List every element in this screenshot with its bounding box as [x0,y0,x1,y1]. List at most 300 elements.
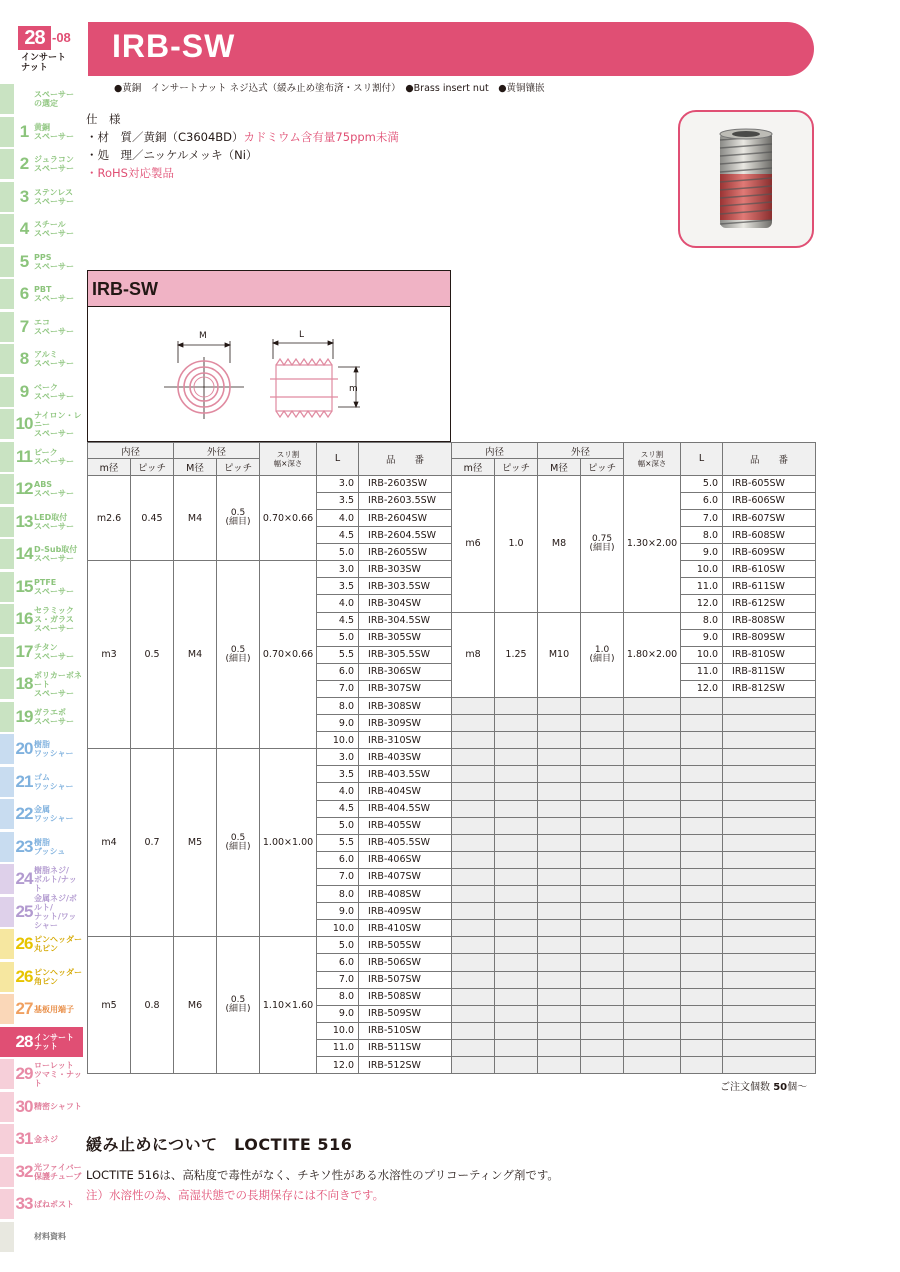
empty-cell [723,834,816,851]
order-qty: 50 [773,1082,788,1093]
empty-cell [581,817,624,834]
cell-M-diameter: M4 [174,475,217,560]
empty-cell [681,800,723,817]
cell-part-number: IRB-309SW [359,715,452,732]
tab-color-strip [0,442,14,472]
empty-cell [538,749,581,766]
tab-color-strip [0,312,14,342]
cell-part-number: IRB-303.5SW [359,578,452,595]
tab-number: 16 [15,609,33,628]
cell-part-number: IRB-407SW [359,868,452,885]
empty-cell [681,937,723,954]
cell-length: 9.0 [317,903,359,920]
sidebar-tab-17-17[interactable] [0,637,83,667]
loctite-body [86,1165,559,1205]
cell-length: 12.0 [317,1056,359,1073]
empty-cell [681,886,723,903]
cell-pitch: 1.0 [495,475,538,612]
header-pitch: ピッチ [131,459,174,475]
sidebar-tab-16-16[interactable] [0,604,83,634]
empty-cell [681,903,723,920]
cell-length: 11.0 [317,1039,359,1056]
sidebar-tab-25-25[interactable] [0,893,83,930]
cell-m-diameter: m8 [452,612,495,697]
cell-part-number: IRB-809SW [723,629,816,646]
empty-cell [624,851,681,868]
tab-label: チタン スペーサー [34,642,74,661]
empty-cell [624,749,681,766]
tab-number: 18 [15,674,33,693]
sidebar-tab-27-28[interactable] [0,994,83,1024]
cell-length: 5.0 [317,817,359,834]
cell-length: 4.5 [317,612,359,629]
tab-color-strip [0,572,14,602]
empty-cell [624,783,681,800]
table-row [88,475,452,492]
loctite-section [86,1132,559,1205]
header-part-number: 品 番 [359,443,452,476]
header-inner-diameter: 内径 [452,443,538,459]
table-row [88,937,452,954]
sidebar [0,0,83,1272]
empty-cell [624,1039,681,1056]
empty-cell [581,766,624,783]
cell-part-number: IRB-610SW [723,561,816,578]
cell-slot: 1.30×2.00 [624,475,681,612]
tab-number: 24 [15,869,33,888]
cell-length: 10.0 [317,732,359,749]
cell-part-number: IRB-810SW [723,646,816,663]
tab-number: 23 [15,836,33,856]
empty-cell [538,783,581,800]
sidebar-tab-33-34[interactable] [0,1189,83,1219]
empty-cell [495,988,538,1005]
empty-cell [723,715,816,732]
cell-part-number: IRB-2604.5SW [359,527,452,544]
cell-part-number: IRB-812SW [723,680,816,697]
empty-cell [495,886,538,903]
empty-cell [495,920,538,937]
tab-label: PTFE スペーサー [34,577,74,596]
cell-length: 3.0 [317,561,359,578]
sidebar-tab-14-14[interactable] [0,539,83,569]
title-bar [88,22,814,76]
cell-outer-pitch: 0.5 (細目) [217,937,260,1074]
cell-part-number: IRB-605SW [723,475,816,492]
tab-label: 光ファイバー 保護チューブ [34,1162,82,1181]
cell-length: 8.0 [681,612,723,629]
cell-length: 8.0 [317,988,359,1005]
empty-cell [452,920,495,937]
empty-cell [581,954,624,971]
cell-outer-pitch: 0.5 (細目) [217,749,260,937]
empty-cell [624,903,681,920]
tab-label: ゴム ワッシャー [34,772,74,791]
cell-part-number: IRB-510SW [359,1022,452,1039]
empty-cell [452,851,495,868]
cell-part-number: IRB-310SW [359,732,452,749]
cell-length: 5.0 [317,629,359,646]
empty-cell [495,1056,538,1073]
cell-part-number: IRB-409SW [359,903,452,920]
empty-cell [624,800,681,817]
cell-slot: 1.00×1.00 [260,749,317,937]
sidebar-tab-32-33[interactable] [0,1157,83,1187]
empty-cell [723,868,816,885]
tab-color-strip [0,734,14,764]
drawing-title: IRB-SW [88,271,450,307]
sidebar-tab-item-0[interactable] [0,84,83,114]
tab-number: 20 [15,739,33,758]
empty-cell [538,732,581,749]
tab-label: 精密シャフト [34,1102,82,1111]
tab-number: 7 [19,316,29,336]
empty-cell [681,1022,723,1039]
header-outer-pitch: ピッチ [217,459,260,475]
label-M: M [199,331,207,341]
empty-cell [495,698,538,715]
cell-M-diameter: M5 [174,749,217,937]
empty-cell [495,851,538,868]
spec-table-right [451,442,816,1074]
empty-cell [495,971,538,988]
tab-color-strip [0,962,14,992]
empty-cell [624,1005,681,1022]
cell-part-number: IRB-611SW [723,578,816,595]
empty-row [452,732,816,749]
empty-cell [723,903,816,920]
empty-cell [452,732,495,749]
empty-cell [723,1022,816,1039]
sidebar-tab-4-4[interactable] [0,214,83,244]
loctite-heading: 緩み止めについて LOCTITE 516 [86,1135,353,1154]
cell-m-diameter: m2.6 [88,475,131,560]
empty-cell [624,766,681,783]
sidebar-tab-15-15[interactable] [0,572,83,602]
tab-label: スペーサー の選定 [34,90,74,108]
empty-cell [452,868,495,885]
tab-number: 3 [19,186,29,206]
empty-row [452,698,816,715]
tab-label: アルミ スペーサー [34,350,74,368]
tab-number: 19 [15,706,33,726]
tab-number: 31 [15,1129,33,1148]
cell-length: 6.0 [681,492,723,509]
sidebar-tab-29-30[interactable] [0,1059,83,1089]
spec-section [86,110,399,182]
empty-cell [452,715,495,732]
tab-label: ポリカーボネート スペーサー [34,670,82,698]
sidebar-tab-item-35[interactable] [0,1222,83,1252]
cell-length: 8.0 [317,886,359,903]
cell-part-number: IRB-304.5SW [359,612,452,629]
cell-pitch: 0.45 [131,475,174,560]
empty-cell [723,732,816,749]
tab-number: 1 [19,121,29,141]
cell-part-number: IRB-305.5SW [359,646,452,663]
header-slot: スリ割 幅×深さ [260,443,317,476]
cell-part-number: IRB-608SW [723,527,816,544]
tab-color-strip [0,149,14,179]
cell-part-number: IRB-305SW [359,629,452,646]
empty-row [452,783,816,800]
cell-length: 8.0 [317,698,359,715]
cell-part-number: IRB-406SW [359,851,452,868]
empty-cell [452,834,495,851]
tab-number: 26 [15,966,33,986]
empty-cell [723,1005,816,1022]
cell-part-number: IRB-304SW [359,595,452,612]
empty-cell [681,715,723,732]
empty-row [452,766,816,783]
empty-row [452,851,816,868]
cell-part-number: IRB-2603SW [359,475,452,492]
cell-part-number: IRB-612SW [723,595,816,612]
dimension-drawing [88,307,450,441]
sidebar-tab-10-10[interactable] [0,409,83,439]
cell-length: 5.0 [681,475,723,492]
empty-cell [723,749,816,766]
sidebar-tab-26-26[interactable] [0,929,83,959]
empty-cell [723,817,816,834]
empty-cell [495,937,538,954]
header-length: L [681,443,723,476]
tab-number: 14 [15,544,33,563]
cell-length: 11.0 [681,578,723,595]
empty-cell [452,749,495,766]
tab-label: セラミックス・ガラス スペーサー [34,605,74,633]
sidebar-tab-7-7[interactable] [0,312,83,342]
empty-row [452,954,816,971]
sidebar-tab-28-29[interactable] [0,1027,83,1057]
cell-length: 7.0 [317,868,359,885]
tab-number: 9 [19,381,29,401]
empty-row [452,1039,816,1056]
empty-cell [723,988,816,1005]
tab-label: ピーク スペーサー [34,447,74,466]
cell-length: 7.0 [317,971,359,988]
header-part-number: 品 番 [723,443,816,476]
tab-label: 樹脂 ブッシュ [34,837,66,856]
rohs-note: ・RoHS対応製品 [86,166,174,180]
empty-cell [538,954,581,971]
cell-part-number: IRB-410SW [359,920,452,937]
empty-cell [452,971,495,988]
sidebar-tab-3-3[interactable] [0,182,83,212]
sidebar-tab-13-13[interactable] [0,507,83,537]
sidebar-tab-12-12[interactable] [0,474,83,504]
cell-length: 4.0 [317,509,359,526]
tab-color-strip [0,84,14,114]
product-photo [678,110,814,248]
tab-color-strip [0,669,14,699]
empty-cell [681,988,723,1005]
table-row [452,612,816,629]
empty-row [452,988,816,1005]
sidebar-tab-1-1[interactable] [0,117,83,147]
empty-cell [581,698,624,715]
table-row [452,475,816,492]
sidebar-tab-31-32[interactable] [0,1124,83,1154]
empty-cell [452,698,495,715]
cell-part-number: IRB-808SW [723,612,816,629]
tab-color-strip [0,1189,14,1219]
cell-part-number: IRB-303SW [359,561,452,578]
cell-M-diameter: M4 [174,561,217,749]
tab-number: 26 [15,934,33,953]
cell-outer-pitch: 0.75 (細目) [581,475,624,612]
sidebar-tab-2-2[interactable] [0,149,83,179]
cell-M-diameter: M8 [538,475,581,612]
cell-length: 9.0 [317,715,359,732]
tab-number: 5 [19,251,29,271]
sidebar-tab-19-19[interactable] [0,702,83,732]
cell-slot: 0.70×0.66 [260,475,317,560]
empty-cell [581,937,624,954]
cell-length: 3.5 [317,492,359,509]
empty-cell [538,715,581,732]
empty-cell [581,886,624,903]
sidebar-tab-26-27[interactable] [0,962,83,992]
sidebar-tab-30-31[interactable] [0,1092,83,1122]
empty-row [452,749,816,766]
cell-part-number: IRB-404SW [359,783,452,800]
empty-cell [452,1056,495,1073]
cell-pitch: 0.8 [131,937,174,1074]
empty-cell [681,971,723,988]
product-subtitle: ●黄銅 インサートナット ネジ込式（緩み止め塗布済・スリ割付） ●Brass insert nut ●黄铜镶嵌 [114,83,545,94]
empty-cell [452,817,495,834]
cell-part-number: IRB-307SW [359,680,452,697]
empty-cell [495,783,538,800]
cell-length: 7.0 [317,680,359,697]
empty-cell [495,766,538,783]
empty-cell [495,749,538,766]
empty-cell [452,954,495,971]
tab-number: 27 [15,999,33,1018]
loctite-note: 注）水溶性の為、高湿状態での長期保存には不向きです。 [86,1188,385,1202]
tab-label: ナイロン・レニー スペーサー [34,410,82,438]
cell-length: 3.0 [317,749,359,766]
empty-cell [624,868,681,885]
sidebar-tab-22-22[interactable] [0,799,83,829]
cell-part-number: IRB-607SW [723,509,816,526]
empty-cell [538,886,581,903]
tab-color-strip [0,1059,14,1089]
empty-cell [681,783,723,800]
tab-label: 樹脂 ワッシャー [34,740,74,758]
empty-cell [538,834,581,851]
sidebar-tab-20-20[interactable] [0,734,83,764]
header-outer-pitch: ピッチ [581,459,624,475]
sidebar-tab-11-11[interactable] [0,442,83,472]
tab-color-strip [0,864,14,894]
insert-nut-image [706,124,786,234]
empty-cell [681,851,723,868]
empty-cell [723,800,816,817]
cell-part-number: IRB-511SW [359,1039,452,1056]
empty-cell [723,954,816,971]
header-M-diameter: M径 [174,459,217,475]
empty-cell [581,851,624,868]
empty-cell [681,920,723,937]
header-outer-diameter: 外径 [538,443,624,459]
tab-color-strip [0,539,14,569]
tab-number: 4 [19,219,29,238]
cell-m-diameter: m4 [88,749,131,937]
empty-cell [581,749,624,766]
tab-color-strip [0,799,14,829]
sidebar-tab-21-21[interactable] [0,767,83,797]
empty-cell [495,817,538,834]
cadmium-note: カドミウム含有量75ppm未満 [243,130,399,144]
tab-number: 25 [15,901,33,921]
sidebar-tab-9-9[interactable] [0,377,83,407]
empty-cell [581,903,624,920]
tab-label: 材料資料 [34,1232,66,1241]
tab-number: 6 [19,284,29,303]
tab-color-strip [0,604,14,634]
empty-cell [681,954,723,971]
tab-color-strip [0,1027,14,1057]
sidebar-tab-18-18[interactable] [0,669,83,699]
tab-label: ばねポスト [34,1199,74,1209]
cell-part-number: IRB-606SW [723,492,816,509]
cell-part-number: IRB-405.5SW [359,834,452,851]
tab-label: スチール スペーサー [34,220,74,238]
cell-part-number: IRB-505SW [359,937,452,954]
drawing-box [87,270,451,442]
empty-cell [495,954,538,971]
cell-part-number: IRB-2603.5SW [359,492,452,509]
empty-cell [452,766,495,783]
tab-label: ピンヘッダー 丸ピン [34,935,82,953]
cell-length: 4.5 [317,800,359,817]
empty-cell [624,988,681,1005]
cell-length: 4.0 [317,595,359,612]
empty-cell [581,783,624,800]
empty-cell [452,1005,495,1022]
empty-row [452,1005,816,1022]
empty-cell [681,868,723,885]
sidebar-tab-6-6[interactable] [0,279,83,309]
empty-cell [452,903,495,920]
empty-cell [538,698,581,715]
empty-cell [681,1039,723,1056]
empty-cell [723,783,816,800]
empty-cell [624,937,681,954]
tab-color-strip [0,1157,14,1187]
sidebar-tab-5-5[interactable] [0,247,83,277]
sidebar-tab-8-8[interactable] [0,344,83,374]
cell-part-number: IRB-408SW [359,886,452,903]
empty-cell [495,800,538,817]
tab-number: 11 [16,446,32,466]
cell-M-diameter: M6 [174,937,217,1074]
header-M-diameter: M径 [538,459,581,475]
sidebar-tab-23-23[interactable] [0,832,83,862]
cell-part-number: IRB-508SW [359,988,452,1005]
sidebar-tab-24-24[interactable] [0,864,83,894]
empty-cell [495,903,538,920]
empty-cell [581,868,624,885]
cell-length: 8.0 [681,527,723,544]
tab-color-strip [0,344,14,374]
page-badge [18,26,78,76]
order-note: ご注文個数 50個〜 [720,1082,808,1093]
cell-length: 3.0 [317,475,359,492]
empty-cell [681,1005,723,1022]
